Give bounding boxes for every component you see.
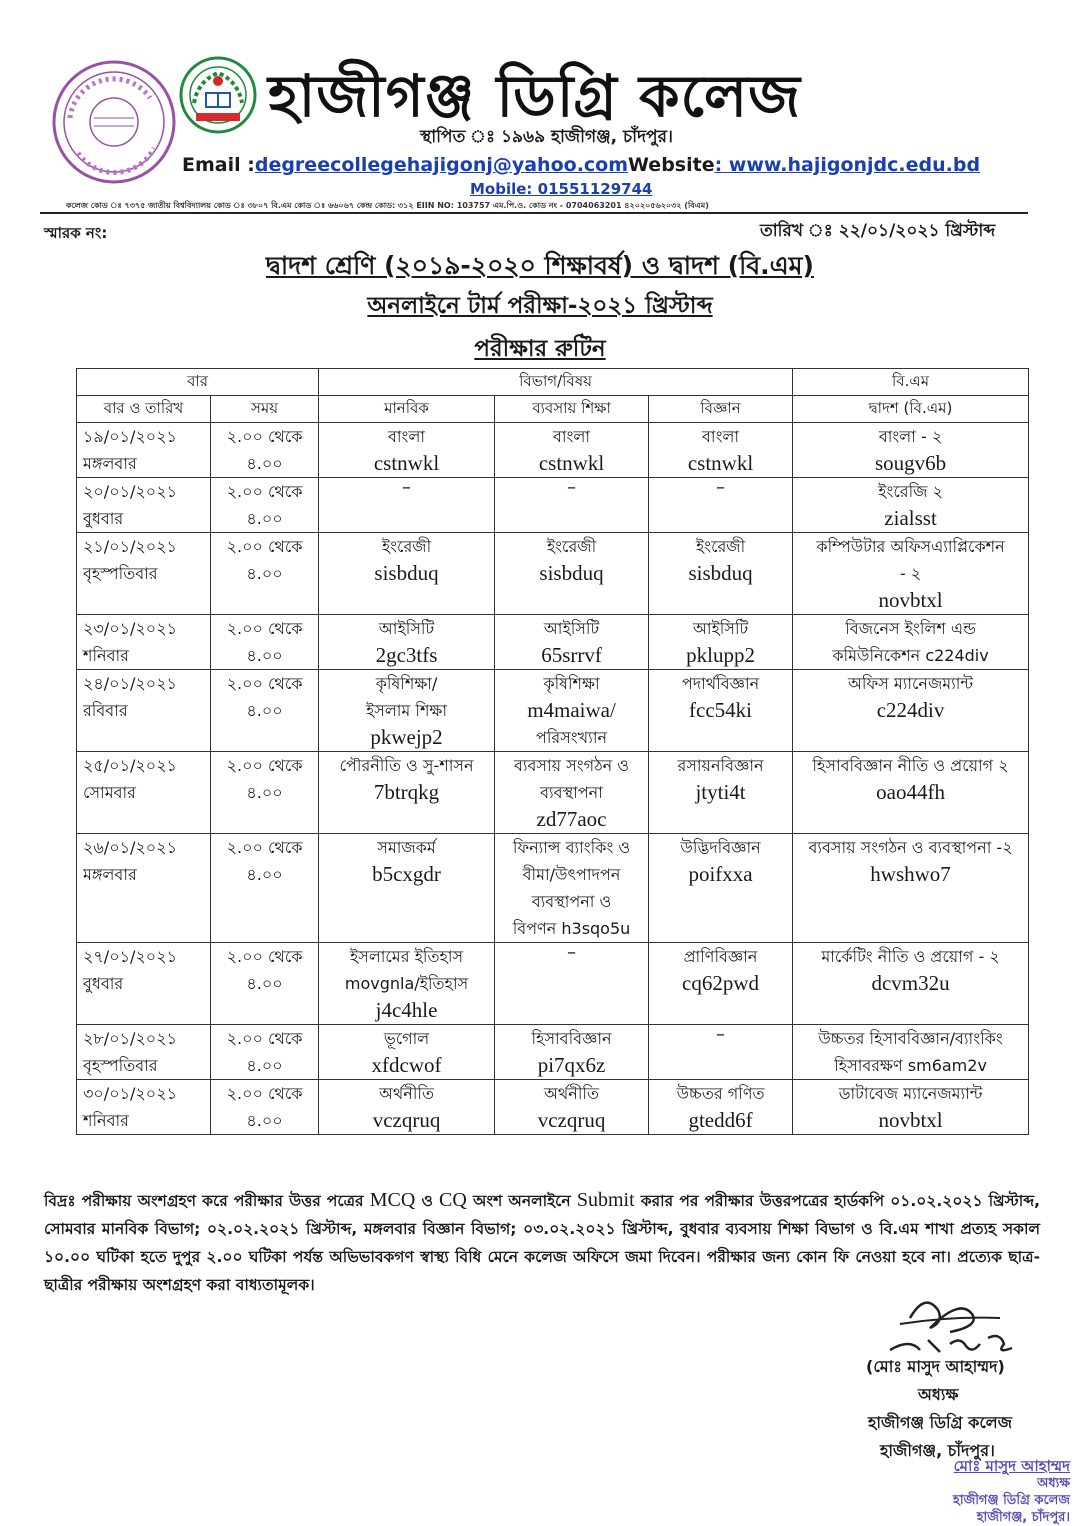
subject-name: বাংলা	[553, 427, 591, 446]
cell-date: ২৪/০১/২০২১	[83, 674, 177, 693]
subject-code: m4maiwa/	[527, 698, 616, 722]
cell-subject-sci	[649, 478, 793, 533]
table-row	[77, 615, 1029, 670]
notice-text	[44, 1186, 1040, 1299]
cell-time-end: ৪.০০	[246, 865, 283, 884]
table-row	[77, 752, 1029, 834]
subject-code: sisbduq	[688, 561, 753, 585]
cell-date-day	[77, 1080, 211, 1135]
cell-date-day	[77, 670, 211, 752]
cell-empty-dash: –	[402, 477, 412, 498]
cell-day: বৃহস্পতিবার	[83, 1056, 158, 1075]
subject-name: রসায়নবিজ্ঞান	[677, 756, 764, 775]
email-link[interactable]: degreecollegehajigonj@yahoo.com	[254, 154, 629, 176]
cell-time-start: ২.০০ থেকে	[226, 427, 303, 446]
cell-subject-bus	[495, 615, 649, 670]
cell-time	[211, 615, 319, 670]
cell-subject-hum	[319, 1080, 495, 1135]
cell-time-start: ২.০০ থেকে	[226, 674, 303, 693]
college-logo-icon	[178, 55, 258, 135]
principal-place: হাজীগঞ্জ, চাঁদপুর।	[880, 1441, 995, 1460]
website-link[interactable]: : www.hajigonjdc.edu.bd	[714, 154, 981, 176]
group-header-department: বিভাগ/বিষয়	[319, 369, 793, 396]
subject-code: cq62pwd	[682, 971, 760, 995]
cell-time-start: ২.০০ থেকে	[226, 756, 303, 775]
group-header-bm: বি.এম	[793, 369, 1029, 396]
subject-name: ইসলামের ইতিহাস	[349, 947, 464, 966]
subject-name: অর্থনীতি	[379, 1084, 434, 1103]
cell-subject-bm	[793, 478, 1029, 533]
subject-code: c224div	[876, 698, 945, 722]
cell-subject-bm	[793, 423, 1029, 478]
cell-day: শনিবার	[83, 646, 129, 665]
cell-time-end: ৪.০০	[246, 454, 283, 473]
subject-name: কমিউনিকেশন c224div	[832, 646, 989, 665]
subject-name: ব্যবস্থাপনা ও	[531, 892, 612, 911]
cell-date: ২০/০১/২০২১	[83, 482, 177, 501]
institution-codes: কলেজ কোড ঃ ৭৩৭৫ জাতীয় বিশ্ববিদ্যালয় কোড ঃ ৩৮০৭ বি.এম কোড ঃ ৬৬০৬৭ কেন্দ্র কোড: ৩১২ EIIN NO: 103757 এম.পি.ও. কোড নং - 0704063201 ৪২০২০৫৬২০৩২ (বিএম)	[66, 201, 709, 210]
subject-name: কৃষিশিক্ষা	[543, 674, 600, 693]
subject-name: ব্যবসায় সংগঠন ও	[513, 756, 630, 775]
principal-college: হাজীগঞ্জ ডিগ্রি কলেজ	[868, 1413, 1013, 1432]
cell-date: ২৭/০১/২০২১	[83, 947, 177, 966]
subject-name: বিপণন h3sqo5u	[512, 919, 631, 938]
notice-part: বিদ্রঃ পরীক্ষায় অংশগ্রহণ করে পরীক্ষার উত্তর পত্রের	[44, 1192, 364, 1210]
group-header-day: বার	[77, 369, 319, 396]
stamp-place: হাজীগঞ্জ, চাঁদপুর।	[976, 1510, 1070, 1525]
cell-time	[211, 1080, 319, 1135]
subject-code: vczqruq	[537, 1108, 606, 1132]
principal-name: (মোঃ মাসুদ আহাম্মদ)	[866, 1357, 1005, 1376]
cell-subject-bus	[495, 423, 649, 478]
cell-time	[211, 423, 319, 478]
website-label: Website	[628, 154, 715, 176]
notice-part: অংশ অনলাইনে	[472, 1192, 571, 1210]
subject-name: ইংরেজী	[381, 537, 432, 556]
cell-subject-sci	[649, 533, 793, 615]
subject-name: ডাটাবেজ ম্যানেজম্যান্ট	[838, 1084, 983, 1103]
exam-routine-table	[76, 368, 1029, 1135]
subject-code: vczqruq	[372, 1108, 441, 1132]
cell-day: মঙ্গলবার	[83, 865, 137, 884]
subject-code: pi7qx6z	[537, 1053, 606, 1077]
cell-day: বুধবার	[83, 509, 124, 528]
title-routine	[0, 330, 1080, 369]
column-header: ব্যবসায় শিক্ষা	[495, 396, 649, 423]
cell-subject-bm	[793, 943, 1029, 1025]
cell-date-day	[77, 423, 211, 478]
cell-subject-sci	[649, 943, 793, 1025]
subject-name: প্রাণিবিজ্ঞান	[683, 947, 758, 966]
cell-date: ২১/০১/২০২১	[83, 537, 177, 556]
column-header: বার ও তারিখ	[77, 396, 211, 423]
subject-name: আইসিটি	[378, 619, 435, 638]
stamp-title: অধ্যক্ষ	[1037, 1476, 1070, 1491]
cell-date: ২৮/০১/২০২১	[83, 1029, 177, 1048]
table-row	[77, 943, 1029, 1025]
issue-date: তারিখ ঃ ২২/০১/২০২১ খ্রিস্টাব্দ	[760, 221, 996, 241]
cell-subject-sci	[649, 423, 793, 478]
subject-name: কম্পিউটার অফিসএ্যাপ্লিকেশন	[816, 537, 1005, 556]
subject-code: hwshwo7	[870, 862, 951, 886]
subject-code: zialsst	[884, 506, 937, 530]
cell-subject-hum	[319, 943, 495, 1025]
subject-code: dcvm32u	[871, 971, 950, 995]
column-header: বিজ্ঞান	[649, 396, 793, 423]
subject-name: আইসিটি	[543, 619, 600, 638]
cell-date: ২৫/০১/২০২১	[83, 756, 177, 775]
subject-name: পৌরনীতি ও সু-শাসন	[339, 756, 474, 775]
cell-time-end: ৪.০০	[246, 646, 283, 665]
subject-name: ব্যবসায় সংগঠন ও ব্যবস্থাপনা -২	[808, 838, 1013, 857]
subject-name: ইংরেজী	[546, 537, 597, 556]
subject-code: pklupp2	[686, 643, 755, 667]
cell-date-day	[77, 478, 211, 533]
table-row	[77, 1025, 1029, 1080]
cell-day: শনিবার	[83, 1111, 129, 1130]
subject-name: পদার্থবিজ্ঞান	[681, 674, 760, 693]
cell-date-day	[77, 752, 211, 834]
title-class-text: দ্বাদশ শ্রেণি (২০১৯-২০২০ শিক্ষাবর্ষ) ও দ্বাদশ (বি.এম)	[266, 251, 814, 280]
established-line: স্থাপিত ঃ ১৯৬৯ হাজীগঞ্জ, চাঁদপুর।	[420, 127, 673, 147]
cell-time	[211, 670, 319, 752]
table-row	[77, 478, 1029, 533]
cell-time-start: ২.০০ থেকে	[226, 1084, 303, 1103]
column-header: সময়	[211, 396, 319, 423]
cell-subject-sci	[649, 752, 793, 834]
cell-time-start: ২.০০ থেকে	[226, 838, 303, 857]
mobile-number: Mobile: 01551129744	[470, 180, 653, 198]
subject-name: বাংলা - ২	[878, 427, 943, 446]
principal-stamp	[930, 1458, 1070, 1526]
notice-cq: CQ	[439, 1189, 467, 1211]
subject-code: cstnwkl	[373, 451, 440, 475]
cell-date: ২৬/০১/২০২১	[83, 838, 177, 857]
subject-name: ইংরেজী	[695, 537, 746, 556]
subject-code: jtyti4t	[695, 780, 746, 804]
email-label: Email :	[182, 154, 255, 176]
subject-name: আইসিটি	[692, 619, 749, 638]
cell-day: বুধবার	[83, 974, 124, 993]
subject-code: pkwejp2	[370, 725, 443, 749]
cell-date-day	[77, 615, 211, 670]
cell-time-end: ৪.০০	[246, 974, 283, 993]
cell-time-start: ২.০০ থেকে	[226, 1029, 303, 1048]
cell-subject-hum	[319, 423, 495, 478]
subject-code: 7btrqkg	[373, 780, 440, 804]
table-row	[77, 670, 1029, 752]
subject-code: cstnwkl	[538, 451, 605, 475]
cell-subject-bus	[495, 533, 649, 615]
cell-empty-dash: –	[716, 477, 726, 498]
cell-time	[211, 834, 319, 943]
subject-code: 2gc3tfs	[375, 643, 438, 667]
subject-name: ভূগোল	[383, 1029, 430, 1048]
subject-name: কৃষিশিক্ষা/	[375, 674, 438, 693]
subject-name: movgnla/ইতিহাস	[344, 974, 469, 993]
cell-subject-bus	[495, 752, 649, 834]
stamp-college: হাজীগঞ্জ ডিগ্রি কলেজ	[952, 1493, 1070, 1508]
subject-code: sisbduq	[539, 561, 604, 585]
cell-time	[211, 752, 319, 834]
subject-name: অর্থনীতি	[544, 1084, 599, 1103]
principal-title: অধ্যক্ষ	[918, 1385, 959, 1404]
cell-subject-bm	[793, 670, 1029, 752]
cell-subject-bus	[495, 1025, 649, 1080]
subject-code: novbtxl	[878, 588, 943, 612]
cell-subject-bus	[495, 670, 649, 752]
cell-empty-dash: –	[716, 1024, 726, 1045]
cell-subject-bus	[495, 943, 649, 1025]
cell-subject-bus	[495, 1080, 649, 1135]
subject-name: - ২	[899, 564, 922, 583]
subject-code: 65srrvf	[541, 643, 602, 667]
subject-code: cstnwkl	[687, 451, 754, 475]
cell-subject-hum	[319, 478, 495, 533]
cell-subject-hum	[319, 834, 495, 943]
group-header-row	[77, 369, 1029, 396]
cell-date-day	[77, 1025, 211, 1080]
subject-code: novbtxl	[878, 1108, 943, 1132]
cell-time-start: ২.০০ থেকে	[226, 947, 303, 966]
cell-time-end: ৪.০০	[246, 783, 283, 802]
subject-code: poifxxa	[688, 862, 753, 886]
cell-time	[211, 533, 319, 615]
title-exam	[0, 287, 1080, 326]
cell-subject-sci	[649, 834, 793, 943]
cell-time-end: ৪.০০	[246, 564, 283, 583]
column-header: মানবিক	[319, 396, 495, 423]
column-header: দ্বাদশ (বি.এম)	[793, 396, 1029, 423]
subject-code: gtedd6f	[688, 1108, 753, 1132]
subject-code: xfdcwof	[371, 1053, 442, 1077]
cell-subject-hum	[319, 670, 495, 752]
cell-subject-bm	[793, 1080, 1029, 1135]
cell-subject-sci	[649, 1080, 793, 1135]
notice-and: ও	[421, 1192, 433, 1210]
cell-empty-dash: –	[567, 942, 577, 963]
subject-name: ফিন্যান্স ব্যাংকিং ও	[512, 838, 631, 857]
subject-name: হিসাববিজ্ঞান নীতি ও প্রয়োগ ২	[812, 756, 1009, 775]
cell-date: ৩০/০১/২০২১	[83, 1084, 177, 1103]
cell-date-day	[77, 943, 211, 1025]
cell-subject-sci	[649, 615, 793, 670]
cell-subject-bm	[793, 834, 1029, 943]
subject-code: zd77aoc	[536, 807, 607, 831]
notice-submit: Submit	[576, 1189, 635, 1211]
cell-day: রবিবার	[83, 701, 128, 720]
contact-line	[182, 154, 980, 176]
cell-subject-bm	[793, 533, 1029, 615]
cell-subject-hum	[319, 752, 495, 834]
table-row	[77, 834, 1029, 943]
subject-code: fcc54ki	[689, 698, 753, 722]
college-name: হাজীগঞ্জ ডিগ্রি কলেজ	[268, 62, 802, 130]
cell-time	[211, 1025, 319, 1080]
cell-date: ২৩/০১/২০২১	[83, 619, 177, 638]
cell-subject-sci	[649, 1025, 793, 1080]
subject-name: বাংলা	[388, 427, 426, 446]
subject-code: b5cxgdr	[372, 862, 441, 886]
table-row	[77, 533, 1029, 615]
cell-day: সোমবার	[83, 783, 136, 802]
subject-code: j4c4hle	[375, 998, 438, 1022]
subject-code: sisbduq	[374, 561, 439, 585]
cell-time-start: ২.০০ থেকে	[226, 482, 303, 501]
cell-subject-bus	[495, 834, 649, 943]
cell-subject-bm	[793, 752, 1029, 834]
cell-subject-hum	[319, 1025, 495, 1080]
title-exam-text: অনলাইনে টার্ম পরীক্ষা-২০২১ খ্রিস্টাব্দ	[367, 293, 713, 319]
subject-name: বাংলা	[702, 427, 740, 446]
subject-name: অফিস ম্যানেজম্যান্ট	[848, 674, 974, 693]
cell-day: বৃহস্পতিবার	[83, 564, 158, 583]
cell-time-end: ৪.০০	[246, 1056, 283, 1075]
table-row	[77, 423, 1029, 478]
college-seal-stamp	[50, 58, 178, 186]
title-class	[0, 246, 1080, 289]
cell-date-day	[77, 533, 211, 615]
header-divider	[40, 212, 1028, 214]
cell-date-day	[77, 834, 211, 943]
reference-number-label: স্মারক নং:	[44, 224, 108, 242]
cell-subject-hum	[319, 615, 495, 670]
column-header-row	[77, 396, 1029, 423]
subject-name: মার্কেটিং নীতি ও প্রয়োগ - ২	[821, 947, 1000, 966]
cell-subject-bus	[495, 478, 649, 533]
subject-name: উচ্চতর গণিত	[676, 1084, 765, 1103]
title-routine-text: পরীক্ষার রুটিন	[474, 336, 606, 362]
cell-subject-bm	[793, 1025, 1029, 1080]
table-row	[77, 1080, 1029, 1135]
subject-name: উচ্চতর হিসাববিজ্ঞান/ব্যাংকিং	[818, 1029, 1003, 1048]
subject-name: হিসাববিজ্ঞান	[531, 1029, 612, 1048]
subject-name: ইসলাম শিক্ষা	[365, 701, 448, 720]
cell-time-start: ২.০০ থেকে	[226, 619, 303, 638]
subject-code: oao44fh	[876, 780, 945, 804]
cell-time-end: ৪.০০	[246, 1111, 283, 1130]
cell-empty-dash: –	[567, 477, 577, 498]
cell-date: ১৯/০১/২০২১	[83, 427, 177, 446]
cell-time-end: ৪.০০	[246, 701, 283, 720]
subject-name: ব্যবস্থাপনা	[540, 783, 603, 802]
subject-name: বীমা/উৎপাদপন	[522, 865, 621, 884]
subject-name: ইংরেজি ২	[878, 482, 943, 501]
cell-time	[211, 478, 319, 533]
subject-code: sougv6b	[874, 451, 947, 475]
stamp-name: মোঃ মাসুদ আহাম্মদ	[953, 1457, 1070, 1475]
cell-subject-bm	[793, 615, 1029, 670]
cell-time	[211, 943, 319, 1025]
cell-day: মঙ্গলবার	[83, 454, 137, 473]
subject-name: পরিসংখ্যান	[535, 728, 608, 747]
cell-subject-hum	[319, 533, 495, 615]
subject-name: হিসাবরক্ষণ sm6am2v	[834, 1056, 987, 1075]
subject-name: উদ্ভিদবিজ্ঞান	[680, 838, 761, 857]
subject-name: বিজনেস ইংলিশ এন্ড	[845, 619, 976, 638]
notice-part: করার পর পরীক্ষার উত্তরপত্রের হার্ডকপি ০১.০২.২০২১ খ্রিস্টাব্দ, সোমবার মানবিক বিভাগ; ০২.০২.২০২১ খ্রিস্টাব্দ, মঙ্গলবার বিজ্ঞান বিভাগ; ০৩.০২.২০২১ খ্রিস্টাব্দ, বুধবার ব্যবসায় শিক্ষা বিভাগ ও বি.এম শাখা প্রত্যহ সকাল ১০.০০ ঘটিকা হতে দুপুর ২.০০ ঘটিকা পর্যন্ত অভিভাবকগণ স্বাস্থ্য বিধি মেনে কলেজ অফিসে জমা দিবেন। পরীক্ষার জন্য কোন ফি নেওয়া হবে না। প্রত্যেক ছাত্র-ছাত্রীর পরীক্ষায় অংশগ্রহণ করা বাধ্যতামূলক।	[44, 1192, 1041, 1294]
cell-time-end: ৪.০০	[246, 509, 283, 528]
cell-subject-sci	[649, 670, 793, 752]
notice-mcq: MCQ	[369, 1189, 416, 1211]
subject-name: সমাজকর্ম	[377, 838, 436, 857]
cell-time-start: ২.০০ থেকে	[226, 537, 303, 556]
